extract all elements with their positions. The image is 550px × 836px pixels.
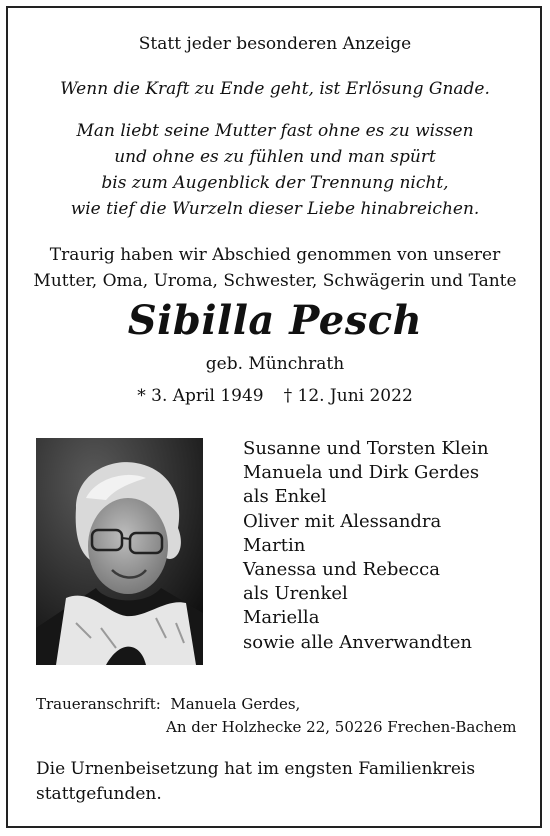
verse-line: und ohne es zu fühlen und man spürt	[114, 147, 436, 167]
mourning-address	[36, 693, 517, 739]
intro-line: Statt jeder besonderen Anzeige	[138, 34, 412, 54]
life-dates	[0, 386, 550, 406]
burial-note	[36, 757, 516, 807]
verse-line: Man liebt seine Mutter fast ohne es zu wissen	[76, 121, 474, 141]
burial-line: stattgefunden.	[36, 784, 162, 804]
address-row	[36, 693, 517, 716]
farewell-text	[0, 242, 550, 294]
burial-line: Die Urnenbeisetzung hat im engsten Familienkreis	[36, 759, 476, 779]
address-street: An der Holzhecke 22, 50226 Frechen-Bachem	[166, 718, 517, 736]
address-label: Traueranschrift:	[36, 695, 161, 713]
family-line: als Urenkel	[243, 583, 348, 605]
verse-line: wie tief die Wurzeln dieser Liebe hinabreichen.	[70, 199, 480, 219]
surviving-family	[243, 437, 489, 655]
portrait-illustration	[36, 438, 203, 665]
family-line: als Enkel	[243, 486, 327, 508]
farewell-line: Mutter, Oma, Uroma, Schwester, Schwägerin und Tante	[33, 271, 517, 291]
motto-line: Wenn die Kraft zu Ende geht, ist Erlösung Gnade.	[60, 79, 490, 99]
family-line: Mariella	[243, 607, 320, 629]
portrait-photo	[36, 438, 203, 665]
family-line: Manuela und Dirk Gerdes	[243, 462, 480, 484]
farewell-line: Traurig haben wir Abschied genommen von unserer	[49, 245, 501, 265]
maiden-name: geb. Münchrath	[205, 354, 345, 374]
deceased-name: Sibilla Pesch	[127, 297, 423, 344]
birth-date: * 3. April 1949	[137, 386, 264, 406]
family-line: Martin	[243, 534, 306, 556]
death-date: † 12. Juni 2022	[283, 386, 413, 406]
verse	[0, 118, 550, 222]
family-line: sowie alle Anverwandten	[243, 631, 472, 653]
family-line: Susanne und Torsten Klein	[243, 438, 489, 459]
family-line: Vanessa und Rebecca	[243, 559, 440, 581]
verse-line: bis zum Augenblick der Trennung nicht,	[101, 173, 449, 193]
family-line: Oliver mit Alessandra	[243, 510, 442, 532]
address-name: Manuela Gerdes,	[170, 695, 301, 713]
